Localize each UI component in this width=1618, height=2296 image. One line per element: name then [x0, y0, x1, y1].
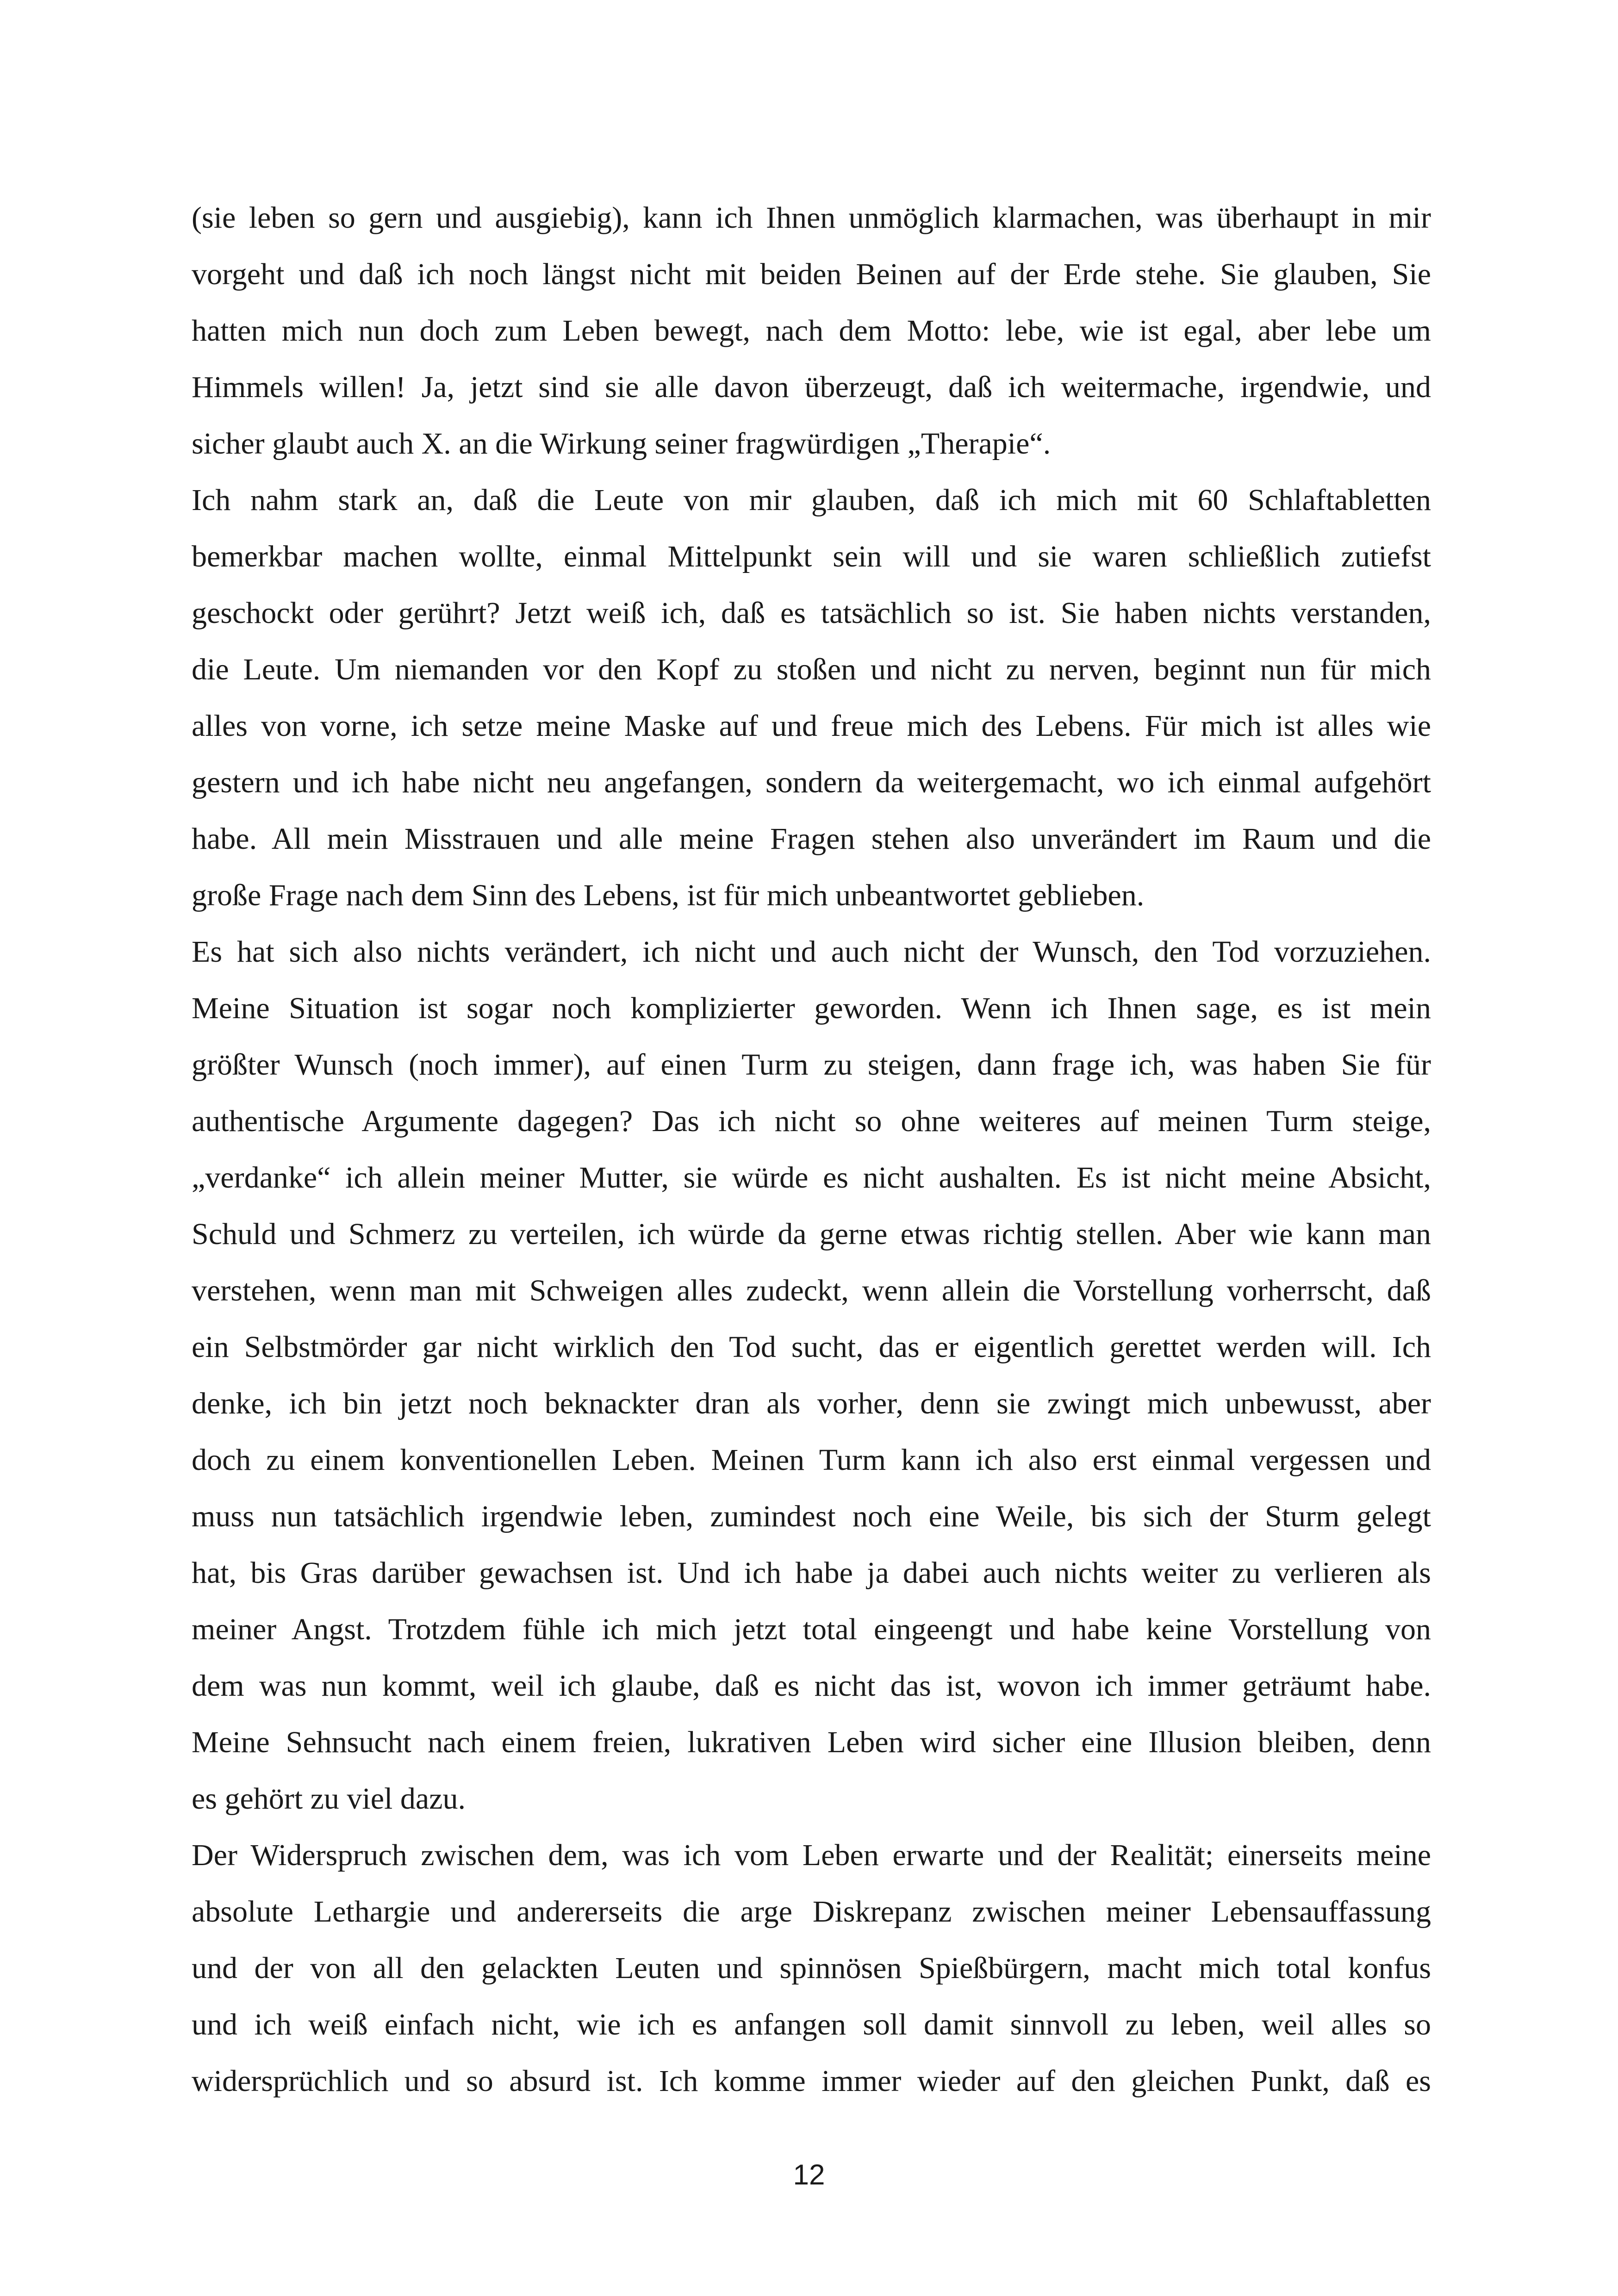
text-line: Ich nahm stark an, daß die Leute von mir glauben, daß ich mich mit 60 Schlaftabletten [192, 483, 1431, 517]
text-line: sicher glaubt auch X. an die Wirkung seiner fragwürdigen „Therapie“. [192, 427, 1051, 460]
text-line: dem was nun kommt, weil ich glaube, daß es nicht das ist, wovon ich immer geträumt habe. [192, 1669, 1431, 1703]
text-line: denke, ich bin jetzt noch beknackter dran als vorher, denn sie zwingt mich unbewusst, aber [192, 1387, 1431, 1420]
text-line: habe. All mein Misstrauen und alle meine Fragen stehen also unverändert im Raum und die [192, 822, 1431, 856]
text-line: und ich weiß einfach nicht, wie ich es anfangen soll damit sinnvoll zu leben, weil alles so [192, 2008, 1431, 2041]
text-line: Der Widerspruch zwischen dem, was ich vom Leben erwarte und der Realität; einerseits meine [192, 1838, 1431, 1872]
text-line: Himmels willen! Ja, jetzt sind sie alle davon überzeugt, daß ich weitermache, irgendwie, und [192, 370, 1431, 404]
text-line: gestern und ich habe nicht neu angefangen, sondern da weitergemacht, wo ich einmal aufgehört [192, 765, 1431, 799]
text-line: verstehen, wenn man mit Schweigen alles zudeckt, wenn allein die Vorstellung vorherrscht, daß [192, 1274, 1431, 1307]
text-line: Es hat sich also nichts verändert, ich nicht und auch nicht der Wunsch, den Tod vorzuziehen. [192, 935, 1431, 969]
text-line: vorgeht und daß ich noch längst nicht mit beiden Beinen auf der Erde stehe. Sie glauben, Sie [192, 257, 1431, 291]
text-line: Schuld und Schmerz zu verteilen, ich würde da gerne etwas richtig stellen. Aber wie kann man [192, 1217, 1431, 1251]
text-line: große Frage nach dem Sinn des Lebens, ist für mich unbeantwortet geblieben. [192, 878, 1145, 912]
text-line: Meine Situation ist sogar noch komplizierter geworden. Wenn ich Ihnen sage, es ist mein [192, 991, 1431, 1025]
text-line: „verdanke“ ich allein meiner Mutter, sie würde es nicht aushalten. Es ist nicht meine Absicht, [192, 1161, 1431, 1195]
text-line: bemerkbar machen wollte, einmal Mittelpunkt sein will und sie waren schließlich zutiefst [192, 540, 1431, 573]
text-line: authentische Argumente dagegen? Das ich nicht so ohne weiteres auf meinen Turm steige, [192, 1104, 1431, 1138]
text-line: alles von vorne, ich setze meine Maske auf und freue mich des Lebens. Für mich ist alles wie [192, 709, 1431, 743]
text-line: geschockt oder gerührt? Jetzt weiß ich, daß es tatsächlich so ist. Sie haben nichts verstanden, [192, 596, 1431, 630]
text-line: doch zu einem konventionellen Leben. Meinen Turm kann ich also erst einmal vergessen und [192, 1443, 1431, 1477]
text-line: die Leute. Um niemanden vor den Kopf zu stoßen und nicht zu nerven, beginnt nun für mich [192, 653, 1431, 686]
text-line: meiner Angst. Trotzdem fühle ich mich jetzt total eingeengt und habe keine Vorstellung von [192, 1612, 1431, 1646]
text-line: widersprüchlich und so absurd ist. Ich komme immer wieder auf den gleichen Punkt, daß es [192, 2064, 1431, 2098]
text-line: Meine Sehnsucht nach einem freien, lukrativen Leben wird sicher eine Illusion bleiben, denn [192, 1725, 1431, 1759]
text-line: größter Wunsch (noch immer), auf einen Turm zu steigen, dann frage ich, was haben Sie für [192, 1048, 1431, 1082]
text-line: (sie leben so gern und ausgiebig), kann ich Ihnen unmöglich klarmachen, was überhaupt in mir [192, 201, 1431, 235]
text-line: muss nun tatsächlich irgendwie leben, zumindest noch eine Weile, bis sich der Sturm gelegt [192, 1500, 1431, 1533]
text-line: es gehört zu viel dazu. [192, 1782, 466, 1816]
page-number: 12 [793, 2159, 825, 2191]
text-line: und der von all den gelackten Leuten und spinnösen Spießbürgern, macht mich total konfus [192, 1951, 1431, 1985]
text-line: hatten mich nun doch zum Leben bewegt, nach dem Motto: lebe, wie ist egal, aber lebe um [192, 314, 1431, 348]
text-line: ein Selbstmörder gar nicht wirklich den Tod sucht, das er eigentlich gerettet werden will. Ich [192, 1330, 1431, 1364]
text-line: hat, bis Gras darüber gewachsen ist. Und ich habe ja dabei auch nichts weiter zu verlieren als [192, 1556, 1431, 1590]
text-line: absolute Lethargie und andererseits die arge Diskrepanz zwischen meiner Lebensauffassung [192, 1895, 1431, 1929]
body-text [192, 190, 1431, 2109]
